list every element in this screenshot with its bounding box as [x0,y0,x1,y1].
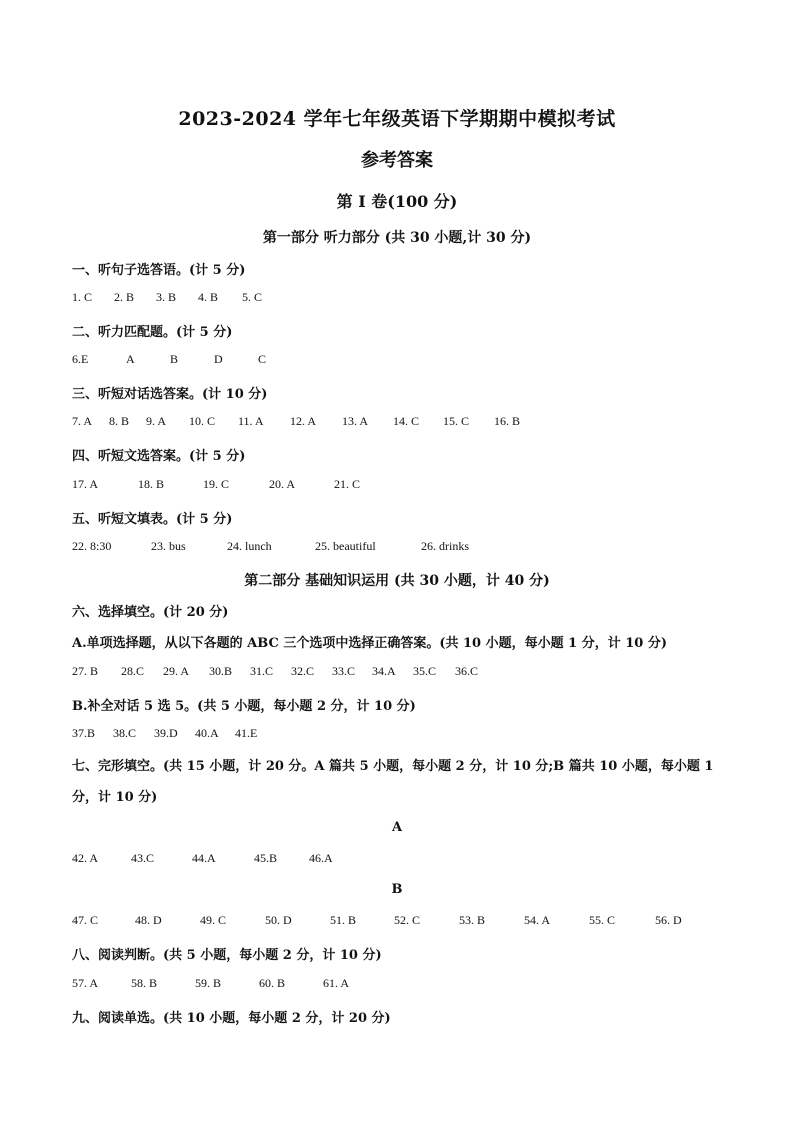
section6b-heading: B.补全对话 5 选 5。(共 5 小题，每小题 2 分，计 10 分) [72,699,416,714]
answer-item: 9. A [146,414,167,428]
answer-item: 49. C [200,913,227,927]
answer-item: 13. A [342,414,369,428]
answer-item: 2. B [114,290,135,304]
exam-title: 2023-2024 学年七年级英语下学期期中模拟考试 [178,108,616,130]
answer-item: A [126,352,135,366]
answer-item: 36.C [455,664,479,678]
part1-heading: 第一部分 听力部分 (共 30 小题,计 30 分) [262,230,532,246]
section9-heading: 九、阅读单选。(共 10 小题，每小题 2 分，计 20 分) [72,1011,391,1026]
answer-item: 35.C [413,664,437,678]
passage-a-label: A [391,820,403,835]
answer-item: 25. beautiful [315,539,376,553]
answer-item: 8. B [109,414,130,428]
answer-item: 39.D [154,726,178,740]
answer-item: 60. B [259,976,286,990]
section8-heading: 八、阅读判断。(共 5 小题，每小题 2 分，计 10 分) [72,948,382,963]
answer-item: 37.B [72,726,96,740]
answer-item: 59. B [195,976,222,990]
answer-item: 11. A [238,414,264,428]
answer-item: 15. C [443,414,470,428]
answer-item: 48. D [135,913,162,927]
section6-heading: 六、选择填空。(计 20 分) [72,605,229,620]
answer-item: 17. A [72,477,99,491]
answer-item: 38.C [113,726,137,740]
section1-answers [72,290,262,305]
answer-item: 23. bus [151,539,186,553]
section7-heading: 七、完形填空。(共 15 小题，计 20 分。A 篇共 5 小题，每小题 2 分，计 10 分;B 篇共 10 小题，每小题 1 分，计 10 分) [72,759,714,805]
answer-item: 22. 8:30 [72,539,112,553]
answer-item: 34.A [372,664,396,678]
answer-item: C [258,352,267,366]
answer-item: 3. B [156,290,177,304]
answer-item: 18. B [138,477,165,491]
answer-item: 50. D [265,913,292,927]
section2-answers [72,352,266,367]
answer-item: 33.C [332,664,356,678]
section7b-answers [72,913,682,928]
answer-item: 1. C [72,290,93,304]
answer-item: 55. C [589,913,616,927]
section6a-heading: A.单项选择题，从以下各题的 ABC 三个选项中选择正确答案。(共 10 小题，每小题 1 分，计 10 分) [72,636,668,651]
section6a-answers [72,664,478,679]
section1-heading: 一、听句子选答语。(计 5 分) [72,263,246,278]
answer-item: 32.C [291,664,315,678]
section8-answers [72,976,349,991]
answer-item: 44.A [192,851,216,865]
answer-item: 43.C [131,851,155,865]
answer-item: 30.B [209,664,233,678]
answer-item: 5. C [242,290,263,304]
answer-item: 46.A [309,851,333,865]
answer-item: 14. C [393,414,420,428]
exam-subtitle: 参考答案 [361,150,433,171]
answer-item: 57. A [72,976,99,990]
answer-item: 27. B [72,664,99,678]
answer-item: 45.B [254,851,278,865]
answer-item: 4. B [198,290,219,304]
answer-item: 54. A [524,913,551,927]
answer-item: 26. drinks [421,539,469,553]
section2-heading: 二、听力匹配题。(计 5 分) [72,325,233,340]
answer-item: D [214,352,223,366]
answer-item: B [170,352,179,366]
answer-item: 42. A [72,851,99,865]
part2-heading: 第二部分 基础知识运用 (共 30 小题，计 40 分) [244,573,550,589]
answer-item: 51. B [330,913,357,927]
answer-item: 61. A [323,976,350,990]
answer-item: 56. D [655,913,682,927]
answer-item: 31.C [250,664,274,678]
answer-item: 21. C [334,477,361,491]
section5-heading: 五、听短文填表。(计 5 分) [72,512,233,527]
answer-item: 16. B [494,414,521,428]
answer-item: 29. A [163,664,190,678]
answer-item: 19. C [203,477,230,491]
answer-item: 58. B [131,976,158,990]
answer-item: 47. C [72,913,99,927]
section5-answers [72,539,469,554]
section3-answers [72,414,520,429]
section4-answers [72,477,360,492]
answer-item: 40.A [195,726,219,740]
volume-heading: 第 I 卷(100 分) [336,192,458,211]
answer-item: 41.E [235,726,258,740]
answer-item: 28.C [121,664,145,678]
section3-heading: 三、听短对话选答案。(计 10 分) [72,387,268,402]
answer-item: 10. C [189,414,216,428]
answer-item: 20. A [269,477,296,491]
passage-b-label: B [391,882,403,897]
section7a-answers [72,851,333,866]
section6b-answers [72,726,257,741]
section4-heading: 四、听短文选答案。(计 5 分) [72,449,246,464]
answer-item: 6.E [72,352,89,366]
answer-item: 52. C [394,913,421,927]
answer-item: 7. A [72,414,93,428]
answer-item: 12. A [290,414,317,428]
answer-item: 53. B [459,913,486,927]
answer-item: 24. lunch [227,539,272,553]
